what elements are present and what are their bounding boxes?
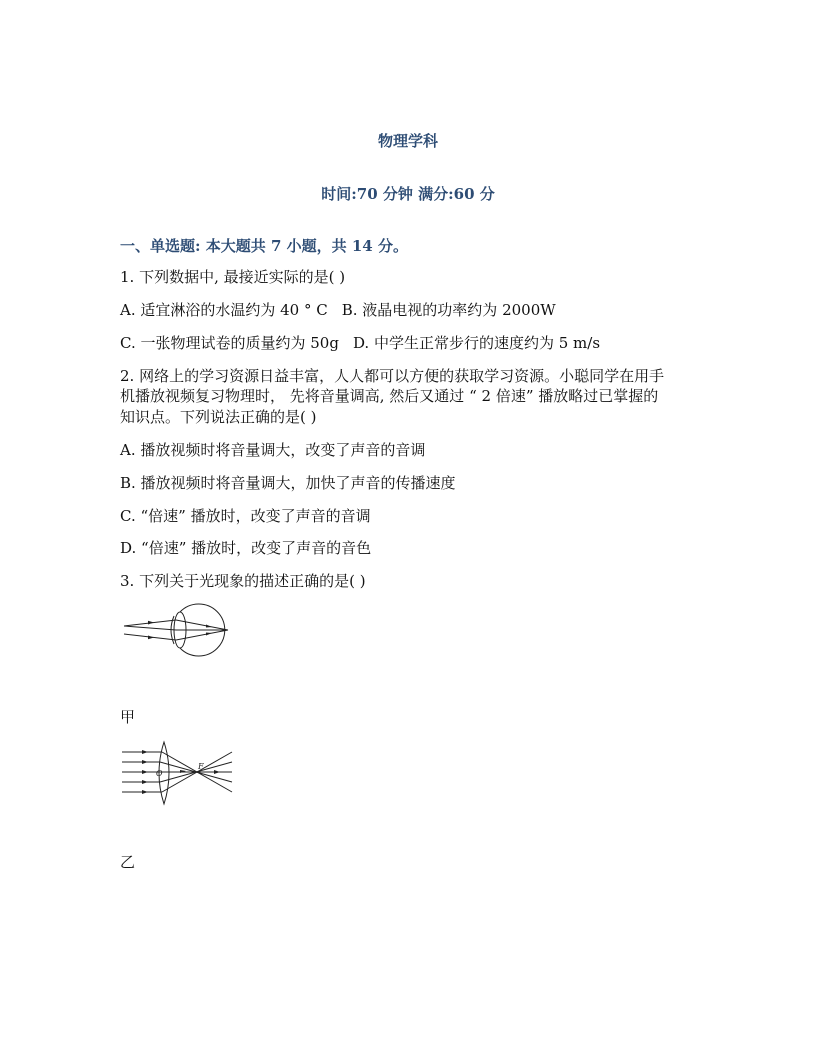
focal-point-label: F xyxy=(198,762,204,771)
lens-diagram-figure xyxy=(120,740,236,806)
option-1c: C. 一张物理试卷的质量约为 50g xyxy=(120,334,339,352)
question-2-stem-line3: 知识点。下列说法正确的是( ) xyxy=(120,408,317,426)
option-2d: D. “倍速” 播放时，改变了声音的音色 xyxy=(120,539,372,557)
option-1b: B. 液晶电视的功率约为 2000W xyxy=(341,301,556,319)
figure-1-label: 甲 xyxy=(120,708,136,726)
question-2-stem-line1: 2. 网络上的学习资源日益丰富，人人都可以方便的获取学习资源。小聪同学在用手 xyxy=(120,367,665,385)
section-title: 一、单选题: 本大题共 7 小题，共 14 分。 xyxy=(120,237,408,255)
question-1-options-cd xyxy=(120,333,700,353)
option-1d: D. 中学生正常步行的速度约为 5 m/s xyxy=(352,334,601,352)
question-1-stem: 1. 下列数据中, 最接近实际的是( ) xyxy=(120,268,346,286)
option-1a: A. 适宜淋浴的水温约为 40 ° C xyxy=(120,301,328,319)
question-2-stem-line2: 机播放视频复习物理时， 先将音量调高, 然后又通过 “ 2 倍速” 播放略过已掌握的 xyxy=(120,387,659,405)
exam-info: 时间:70 分钟 满分:60 分 xyxy=(321,185,495,203)
document-title: 物理学科 xyxy=(377,132,438,150)
question-3-stem: 3. 下列关于光现象的描述正确的是( ) xyxy=(120,572,366,590)
lens-center-label: O xyxy=(156,769,163,778)
figure-2-label: 乙 xyxy=(120,853,136,871)
eye-diagram-figure xyxy=(120,598,236,662)
option-2c: C. “倍速” 播放时，改变了声音的音调 xyxy=(120,507,371,525)
question-1-options-ab xyxy=(120,300,700,320)
option-2b: B. 播放视频时将音量调大，加快了声音的传播速度 xyxy=(120,474,456,492)
option-2a: A. 播放视频时将音量调大，改变了声音的音调 xyxy=(120,441,426,459)
